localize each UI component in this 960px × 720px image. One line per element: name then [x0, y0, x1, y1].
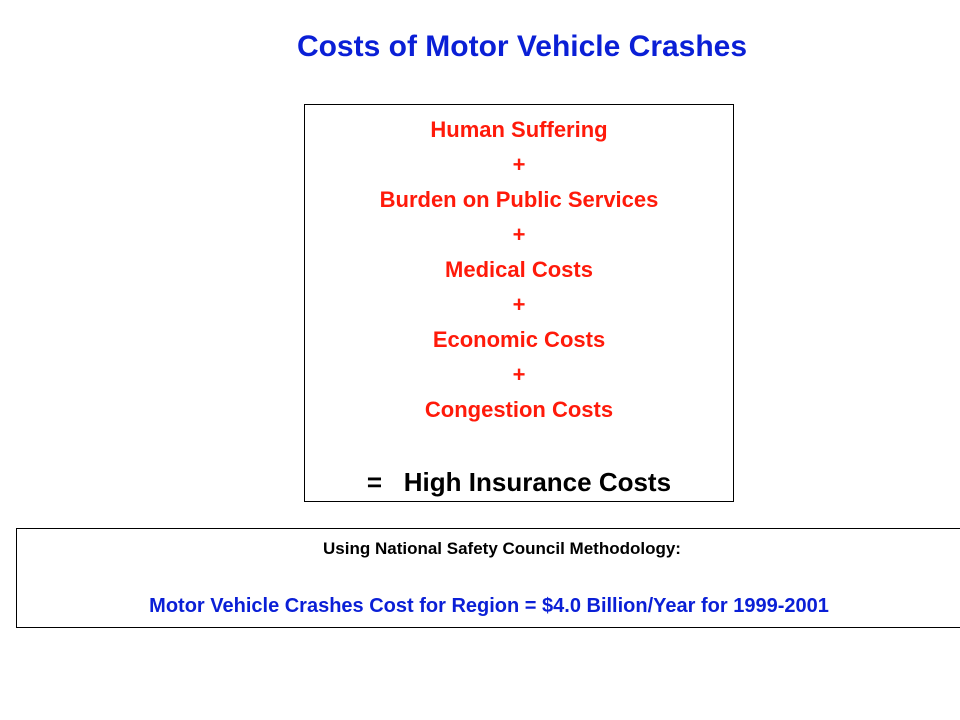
component-congestion-costs: Congestion Costs: [424, 397, 614, 422]
plus-sign: +: [512, 222, 526, 247]
page-title: Costs of Motor Vehicle Crashes: [296, 30, 748, 63]
methodology-label: Using National Safety Council Methodology:: [323, 539, 681, 558]
cost-components-box: [304, 104, 734, 502]
component-human-suffering: Human Suffering: [430, 117, 608, 142]
plus-sign: +: [512, 152, 526, 177]
component-burden-public-services: Burden on Public Services: [379, 187, 659, 212]
regional-cost-statement: Motor Vehicle Crashes Cost for Region = $4.0 Billion/Year for 1999-2001: [149, 595, 829, 617]
total-high-insurance-costs: = High Insurance Costs: [366, 467, 672, 497]
plus-sign: +: [512, 292, 526, 317]
methodology-box: [16, 528, 960, 628]
component-economic-costs: Economic Costs: [432, 327, 606, 352]
component-medical-costs: Medical Costs: [445, 257, 593, 282]
plus-sign: +: [512, 362, 526, 387]
